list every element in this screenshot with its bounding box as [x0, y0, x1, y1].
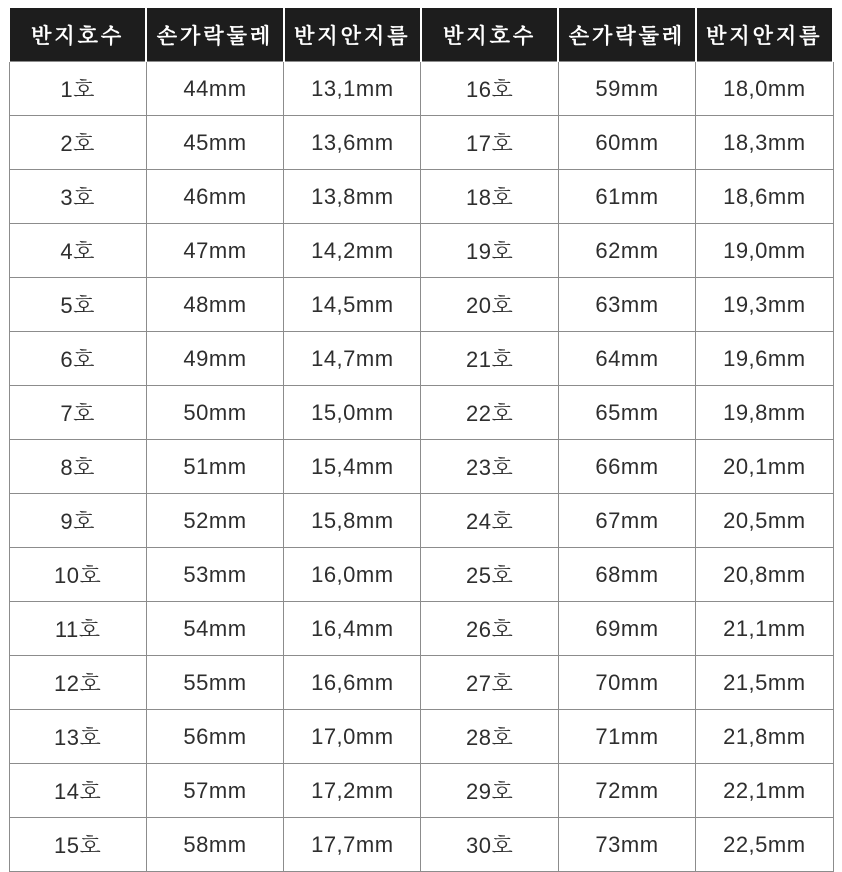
table-cell: 20,8mm — [696, 548, 833, 602]
column-header-ring-size-right: 반지호수 — [421, 9, 558, 62]
table-cell: 12호 — [9, 656, 146, 710]
table-cell: 22,1mm — [696, 764, 833, 818]
table-cell: 25호 — [421, 548, 558, 602]
table-row — [9, 494, 833, 548]
table-cell: 68mm — [558, 548, 695, 602]
table-row — [9, 656, 833, 710]
table-cell: 48mm — [146, 278, 283, 332]
table-row — [9, 440, 833, 494]
table-cell: 52mm — [146, 494, 283, 548]
table-cell: 13,6mm — [284, 116, 421, 170]
table-row — [9, 602, 833, 656]
table-cell: 27호 — [421, 656, 558, 710]
table-header-row — [9, 9, 833, 62]
table-cell: 62mm — [558, 224, 695, 278]
table-cell: 46mm — [146, 170, 283, 224]
table-cell: 13호 — [9, 710, 146, 764]
table-cell: 60mm — [558, 116, 695, 170]
table-cell: 21호 — [421, 332, 558, 386]
table-cell: 4호 — [9, 224, 146, 278]
table-cell: 22호 — [421, 386, 558, 440]
table-cell: 8호 — [9, 440, 146, 494]
table-cell: 9호 — [9, 494, 146, 548]
table-row — [9, 386, 833, 440]
table-cell: 20호 — [421, 278, 558, 332]
table-body — [9, 62, 833, 872]
table-cell: 23호 — [421, 440, 558, 494]
table-cell: 20,5mm — [696, 494, 833, 548]
table-cell: 19,0mm — [696, 224, 833, 278]
table-cell: 71mm — [558, 710, 695, 764]
column-header-finger-circumference-right: 손가락둘레 — [558, 9, 695, 62]
table-cell: 1호 — [9, 62, 146, 116]
table-cell: 15,8mm — [284, 494, 421, 548]
table-cell: 19호 — [421, 224, 558, 278]
table-cell: 24호 — [421, 494, 558, 548]
table-row — [9, 818, 833, 872]
table-cell: 70mm — [558, 656, 695, 710]
table-cell: 14호 — [9, 764, 146, 818]
table-cell: 57mm — [146, 764, 283, 818]
table-cell: 51mm — [146, 440, 283, 494]
table-cell: 16,4mm — [284, 602, 421, 656]
table-cell: 66mm — [558, 440, 695, 494]
table-cell: 56mm — [146, 710, 283, 764]
table-cell: 28호 — [421, 710, 558, 764]
table-cell: 2호 — [9, 116, 146, 170]
table-row — [9, 170, 833, 224]
table-cell: 47mm — [146, 224, 283, 278]
table-cell: 16호 — [421, 62, 558, 116]
table-cell: 21,1mm — [696, 602, 833, 656]
table-cell: 10호 — [9, 548, 146, 602]
table-row — [9, 278, 833, 332]
table-cell: 17,2mm — [284, 764, 421, 818]
table-cell: 55mm — [146, 656, 283, 710]
column-header-inner-diameter-left: 반지안지름 — [284, 9, 421, 62]
table-cell: 20,1mm — [696, 440, 833, 494]
table-cell: 58mm — [146, 818, 283, 872]
table-cell: 73mm — [558, 818, 695, 872]
table-cell: 13,1mm — [284, 62, 421, 116]
table-cell: 67mm — [558, 494, 695, 548]
table-cell: 44mm — [146, 62, 283, 116]
table-cell: 7호 — [9, 386, 146, 440]
table-cell: 11호 — [9, 602, 146, 656]
table-cell: 17,7mm — [284, 818, 421, 872]
table-row — [9, 224, 833, 278]
table-cell: 16,0mm — [284, 548, 421, 602]
table-cell: 14,7mm — [284, 332, 421, 386]
ring-size-table — [8, 8, 834, 872]
table-cell: 30호 — [421, 818, 558, 872]
table-row — [9, 332, 833, 386]
table-row — [9, 62, 833, 116]
table-cell: 3호 — [9, 170, 146, 224]
table-cell: 17,0mm — [284, 710, 421, 764]
table-cell: 61mm — [558, 170, 695, 224]
table-cell: 18,6mm — [696, 170, 833, 224]
table-cell: 64mm — [558, 332, 695, 386]
table-cell: 5호 — [9, 278, 146, 332]
table-cell: 21,5mm — [696, 656, 833, 710]
table-cell: 16,6mm — [284, 656, 421, 710]
table-cell: 59mm — [558, 62, 695, 116]
table-row — [9, 710, 833, 764]
table-cell: 17호 — [421, 116, 558, 170]
table-cell: 15호 — [9, 818, 146, 872]
table-cell: 14,5mm — [284, 278, 421, 332]
column-header-ring-size-left: 반지호수 — [9, 9, 146, 62]
table-cell: 53mm — [146, 548, 283, 602]
table-cell: 6호 — [9, 332, 146, 386]
column-header-inner-diameter-right: 반지안지름 — [696, 9, 833, 62]
table-cell: 14,2mm — [284, 224, 421, 278]
table-cell: 69mm — [558, 602, 695, 656]
table-cell: 19,6mm — [696, 332, 833, 386]
table-cell: 15,4mm — [284, 440, 421, 494]
table-cell: 26호 — [421, 602, 558, 656]
table-cell: 18,0mm — [696, 62, 833, 116]
table-cell: 29호 — [421, 764, 558, 818]
table-cell: 63mm — [558, 278, 695, 332]
table-cell: 19,8mm — [696, 386, 833, 440]
table-cell: 49mm — [146, 332, 283, 386]
table-cell: 54mm — [146, 602, 283, 656]
table-cell: 21,8mm — [696, 710, 833, 764]
table-row — [9, 764, 833, 818]
table-cell: 18,3mm — [696, 116, 833, 170]
table-cell: 65mm — [558, 386, 695, 440]
column-header-finger-circumference-left: 손가락둘레 — [146, 9, 283, 62]
table-row — [9, 548, 833, 602]
table-row — [9, 116, 833, 170]
table-cell: 50mm — [146, 386, 283, 440]
table-cell: 13,8mm — [284, 170, 421, 224]
table-cell: 22,5mm — [696, 818, 833, 872]
table-cell: 72mm — [558, 764, 695, 818]
table-cell: 45mm — [146, 116, 283, 170]
table-cell: 18호 — [421, 170, 558, 224]
table-cell: 19,3mm — [696, 278, 833, 332]
table-cell: 15,0mm — [284, 386, 421, 440]
